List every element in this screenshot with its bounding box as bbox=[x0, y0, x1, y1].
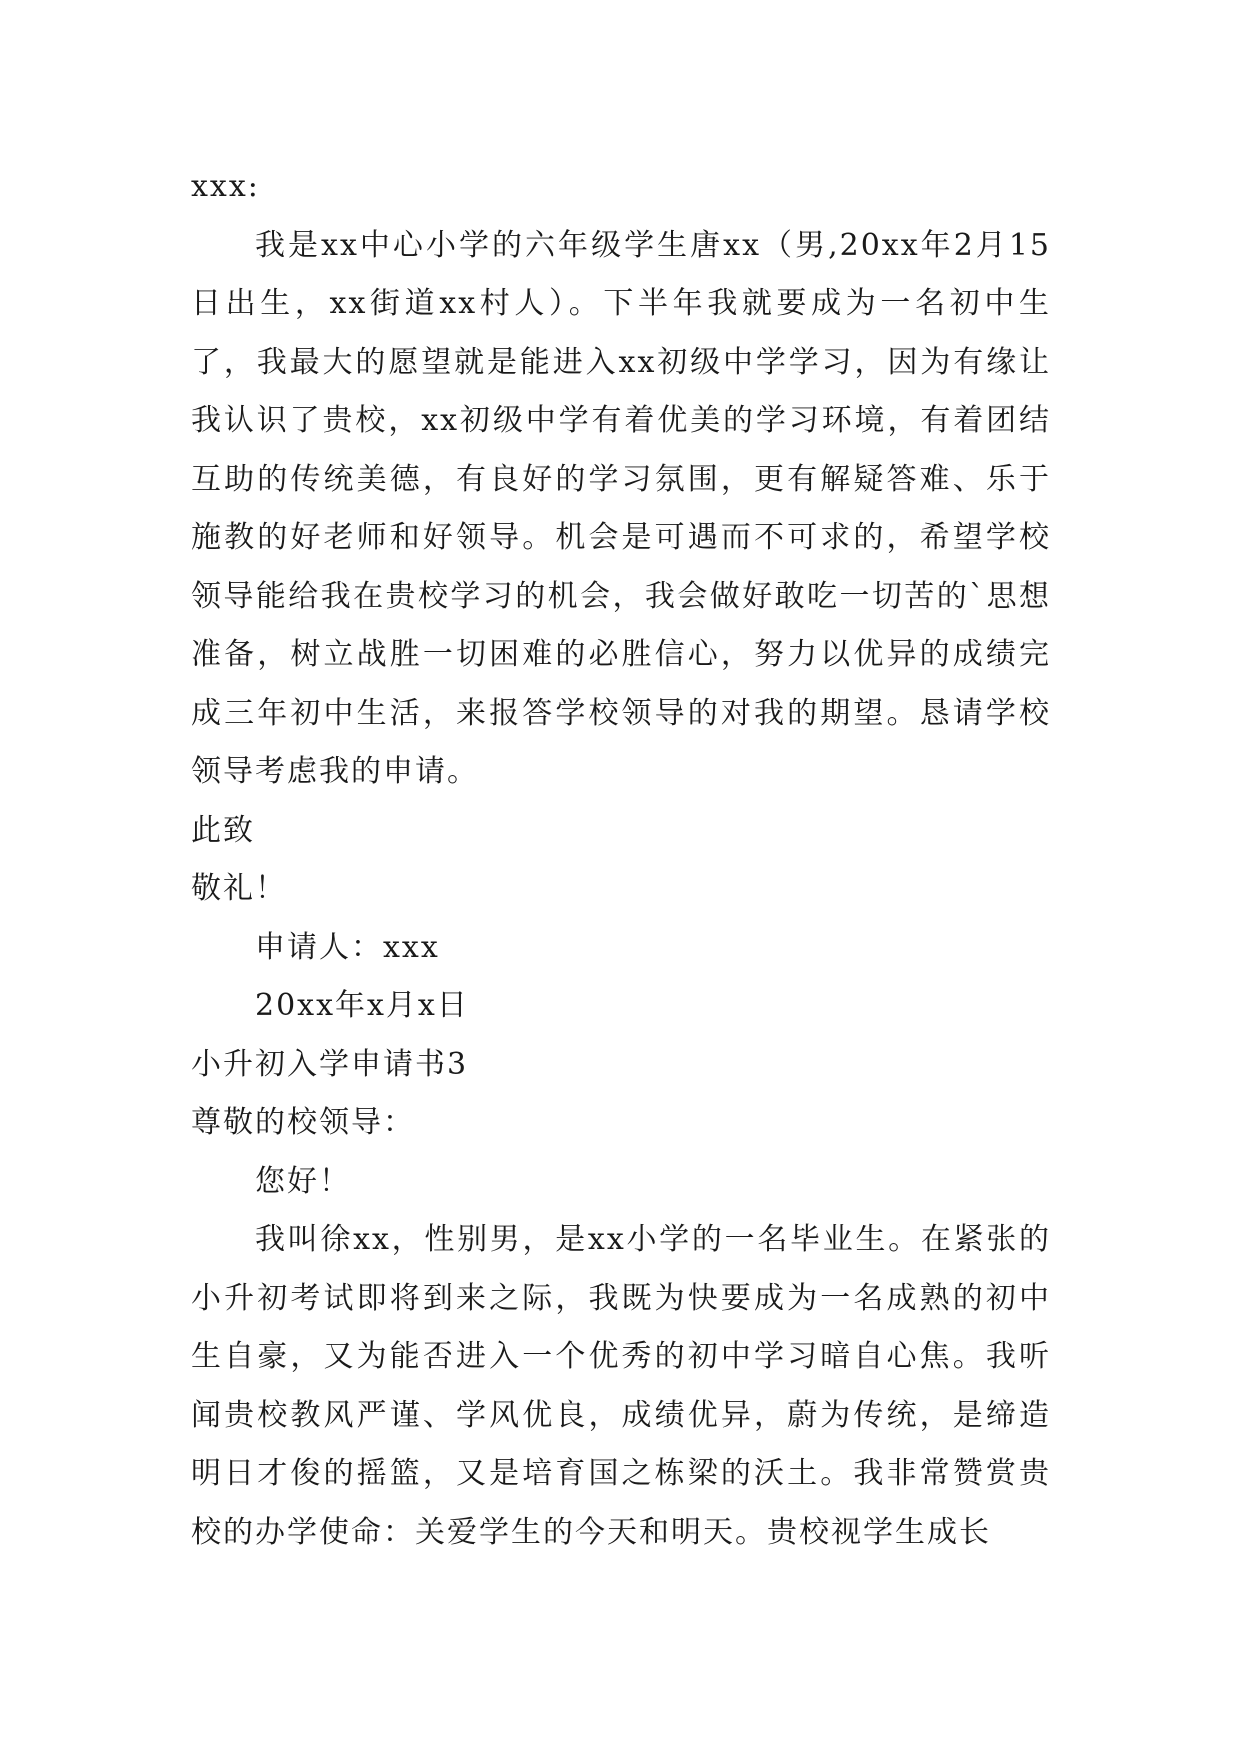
section-title: 小升初入学申请书3 bbox=[191, 1046, 469, 1082]
body-paragraph: 我叫徐xx，性别男，是xx小学的一名毕业生。在紧张的小升初考试即将到来之际，我既为快要成为一名成熟的初中生自豪，又为能否进入一个优秀的初中学习暗自心焦。我听闻贵校教风严谨、学风优良，成绩优异，蔚为传统，是缔造明日才俊的摇篮，又是培育国之栋梁的沃土。我非常赞赏贵校的办学使命：关爱学生的今天和明天。贵校视学生成长 bbox=[191, 1222, 1051, 1550]
applicant-signature: 申请人：xxx bbox=[255, 929, 440, 965]
closing-line: 敬礼！ bbox=[191, 871, 287, 906]
closing-line: 此致 bbox=[191, 812, 255, 848]
date-line: 20xx年x月x日 bbox=[255, 988, 469, 1023]
body-paragraph: 我是xx中心小学的六年级学生唐xx（男,20xx年2月15日出生，xx街道xx村人）。下半年我就要成为一名初中生了，我最大的愿望就是能进入xx初级中学学习，因为有缘让我认识了贵校，xx初级中学有着优美的学习环境，有着团结互助的传统美德，有良好的学习氛围，更有解疑答难、乐于施教的好老师和好领导。机会是可遇而不可求的，希望学校领导能给我在贵校学习的机会，我会做好敢吃一切苦的`思想准备，树立战胜一切困难的必胜信心，努力以优异的成绩完成三年初中生活，来报答学校领导的对我的期望。恳请学校领导考虑我的申请。 bbox=[191, 227, 1051, 789]
salutation: 尊敬的校领导： bbox=[191, 1105, 415, 1140]
salutation: xxx: bbox=[191, 169, 260, 204]
document-body bbox=[191, 158, 1051, 1562]
greeting: 您好！ bbox=[255, 1163, 351, 1199]
